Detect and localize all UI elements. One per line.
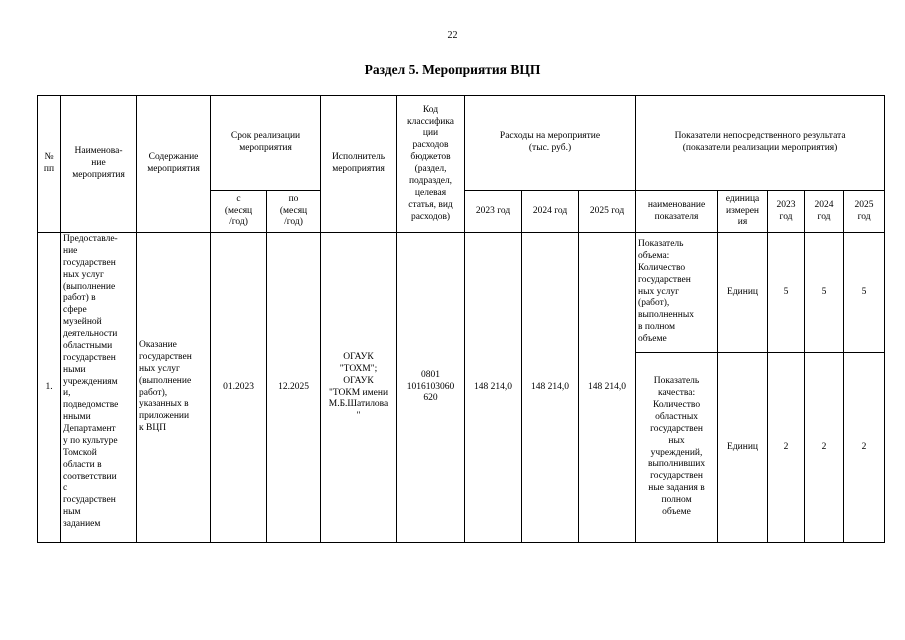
row-to: 12.2025 bbox=[267, 233, 321, 543]
section-title: Раздел 5. Мероприятия ВЦП bbox=[364, 62, 541, 77]
header-year-2024: 2024 год bbox=[522, 191, 579, 233]
header-code: Код классифика ции расходов бюджетов (раздел, подраздел, целевая статья, вид расходов) bbox=[397, 96, 465, 233]
indicator-1-unit: Единиц bbox=[718, 233, 768, 353]
row-content: Оказание государствен ных услуг (выполнение работ), указанных в приложении к ВЦП bbox=[137, 233, 211, 543]
header-year-2023: 2023 год bbox=[465, 191, 522, 233]
indicator-1-2025: 5 bbox=[844, 233, 885, 353]
indicator-2-unit: Единиц bbox=[718, 353, 768, 543]
row-expense-2024: 148 214,0 bbox=[522, 233, 579, 543]
indicator-1-2024: 5 bbox=[805, 233, 844, 353]
header-row-1 bbox=[38, 96, 885, 191]
indicator-1-name: Показатель объема: Количество государствен ных услуг (работ), выполненных в полном объеме bbox=[636, 233, 718, 353]
indicator-2-2023: 2 bbox=[768, 353, 805, 543]
header-executor: Исполнитель мероприятия bbox=[321, 96, 397, 233]
header-period-from: с (месяц /год) bbox=[211, 191, 267, 233]
row-executor: ОГАУК "ТОХМ"; ОГАУК "ТОКМ имени М.Б.Шатилова " bbox=[321, 233, 397, 543]
header-indicator-name: наименование показателя bbox=[636, 191, 718, 233]
header-indicator-unit: единица измерен ия bbox=[718, 191, 768, 233]
header-period-to: по (месяц /год) bbox=[267, 191, 321, 233]
row-expense-2025: 148 214,0 bbox=[579, 233, 636, 543]
header-indicator-2025: 2025 год bbox=[844, 191, 885, 233]
header-expenses: Расходы на мероприятие (тыс. руб.) bbox=[465, 96, 636, 191]
indicator-1-2023: 5 bbox=[768, 233, 805, 353]
row-name: Предоставле- ние государствен ных услуг (выполнение работ) в сфере музейной деятельности областными государствен ными учреждениям и, подведомстве нными Департамент у по культуре Томской области в соответствии с государствен ным заданием bbox=[61, 233, 137, 543]
row-expense-2023: 148 214,0 bbox=[465, 233, 522, 543]
indicator-2-2025: 2 bbox=[844, 353, 885, 543]
header-num: № пп bbox=[38, 96, 61, 233]
row-code: 0801 1016103060 620 bbox=[397, 233, 465, 543]
table-row bbox=[38, 233, 885, 353]
measures-table bbox=[37, 95, 885, 543]
indicator-2-2024: 2 bbox=[805, 353, 844, 543]
page-number: 22 bbox=[447, 30, 458, 41]
header-indicator-2023: 2023 год bbox=[768, 191, 805, 233]
header-content: Содержание мероприятия bbox=[137, 96, 211, 233]
header-indicators: Показатели непосредственного результата (показатели реализации мероприятия) bbox=[636, 96, 885, 191]
header-period: Срок реализации мероприятия bbox=[211, 96, 321, 191]
row-from: 01.2023 bbox=[211, 233, 267, 543]
header-indicator-2024: 2024 год bbox=[805, 191, 844, 233]
indicator-2-name: Показатель качества: Количество областных государствен ных учреждений, выполнивших государствен ные задания в полном объеме bbox=[636, 353, 718, 543]
row-num: 1. bbox=[38, 233, 61, 543]
header-name: Наименова- ние мероприятия bbox=[61, 96, 137, 233]
header-year-2025: 2025 год bbox=[579, 191, 636, 233]
